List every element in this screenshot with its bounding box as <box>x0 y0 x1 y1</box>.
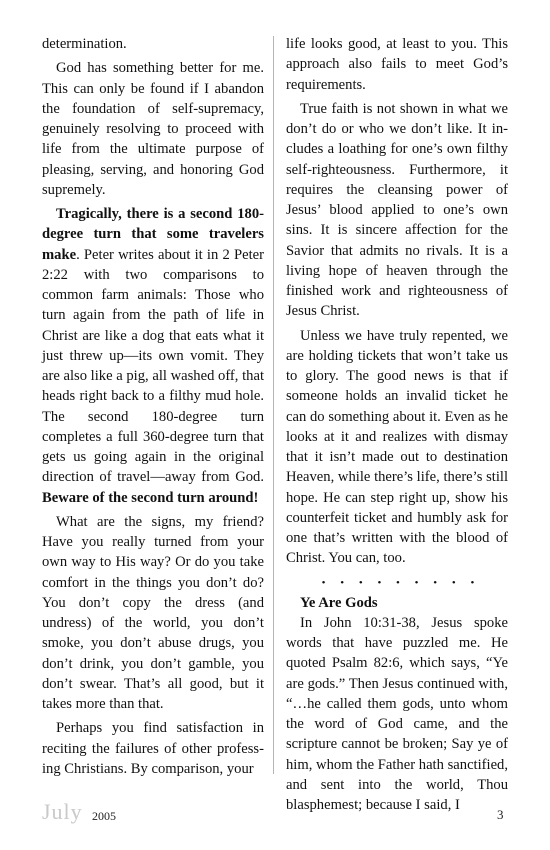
paragraph: Unless we have truly repented, we are holding tickets that won’t take us to glory. The good news is that if someone holds an invalid ticket he can do something about it. Even as he looks at it and realizes with dismay that it isn’t made out to destination Heaven, while there’s life, there’s still hope. He can step right up, show his counterfeit ticket and humbly ask for one that’s written with the blood of Christ. You can, too. <box>286 327 508 567</box>
paragraph <box>42 204 264 508</box>
paragraph: What are the signs, my friend? Have you really turned from your own way to His way? Or do you take comfort in the things you don’t do? You don’t copy the dress (and undress) of the world, you don’t smoke, you don’t abuse drugs, you don’t drink, you don’t gamble, you don’t swear. That’s all good, but it takes more than that. <box>42 513 264 712</box>
footer-month: July <box>42 799 83 824</box>
paragraph: determination. <box>42 36 127 52</box>
page-number: 3 <box>497 807 504 822</box>
bold-lead: Tragically, there is a second 180-degree turn that some travelers make <box>42 206 264 263</box>
section-heading: Ye Are Gods <box>300 594 378 611</box>
footer-year: 2005 <box>92 809 116 823</box>
right-column <box>286 34 508 819</box>
section-separator: • • • • • • • • • <box>321 576 481 589</box>
left-column <box>42 34 264 783</box>
paragraph: Perhaps you find satisfaction in reciting the failures of other professing Christians. By comparison, your <box>42 720 264 777</box>
paragraph: God has something better for me. This can only be found if I abandon the foundation of self-supremacy, genuinely resolving to proceed with life from the ultimate purpose of pleasing, serving, and honoring God supremely. <box>42 60 264 198</box>
bold-warning: Beware of the second turn around! <box>42 489 259 506</box>
paragraph: True faith is not shown in what we don’t do or who we don’t like. It includes a loathing for one’s own filthy self-righteousness. Furthermore, it requires the cleansing power of Jesus’ blood applied to one’s own sins. It is sincere affection for the Savior that admits no rivals. It is a living hope of heaven through the finished work and righteousness of Jesus Christ. <box>286 100 508 320</box>
paragraph-text: . Peter writes about it in 2 Peter 2:22 with two comparisons to common farm animals: Those who turn again from the path of life in Christ are like a dog that eats what it just threw up—its own vomit. They are also like a pig, all washed off, that heads right back to a filthy mud hole. The second 180-degree turn completes a full 360-degree turn that gets us going again in the original direction of travel—away from God. <box>42 246 264 486</box>
paragraph: In John 10:31-38, Jesus spoke words that have puzzled me. He quoted Psalm 82:6, which says, “Ye are gods.” Then Jesus continued with, “…he called them gods, unto whom the word of God came, and the scripture cannot be broken; Say ye of him, whom the Father hath sanctified, and sent into the world, Thou blasphemest; because I said, I <box>286 614 508 813</box>
paragraph: life looks good, at least to you. This approach also fails to meet God’s requirements. <box>286 36 508 93</box>
column-divider <box>273 36 274 774</box>
